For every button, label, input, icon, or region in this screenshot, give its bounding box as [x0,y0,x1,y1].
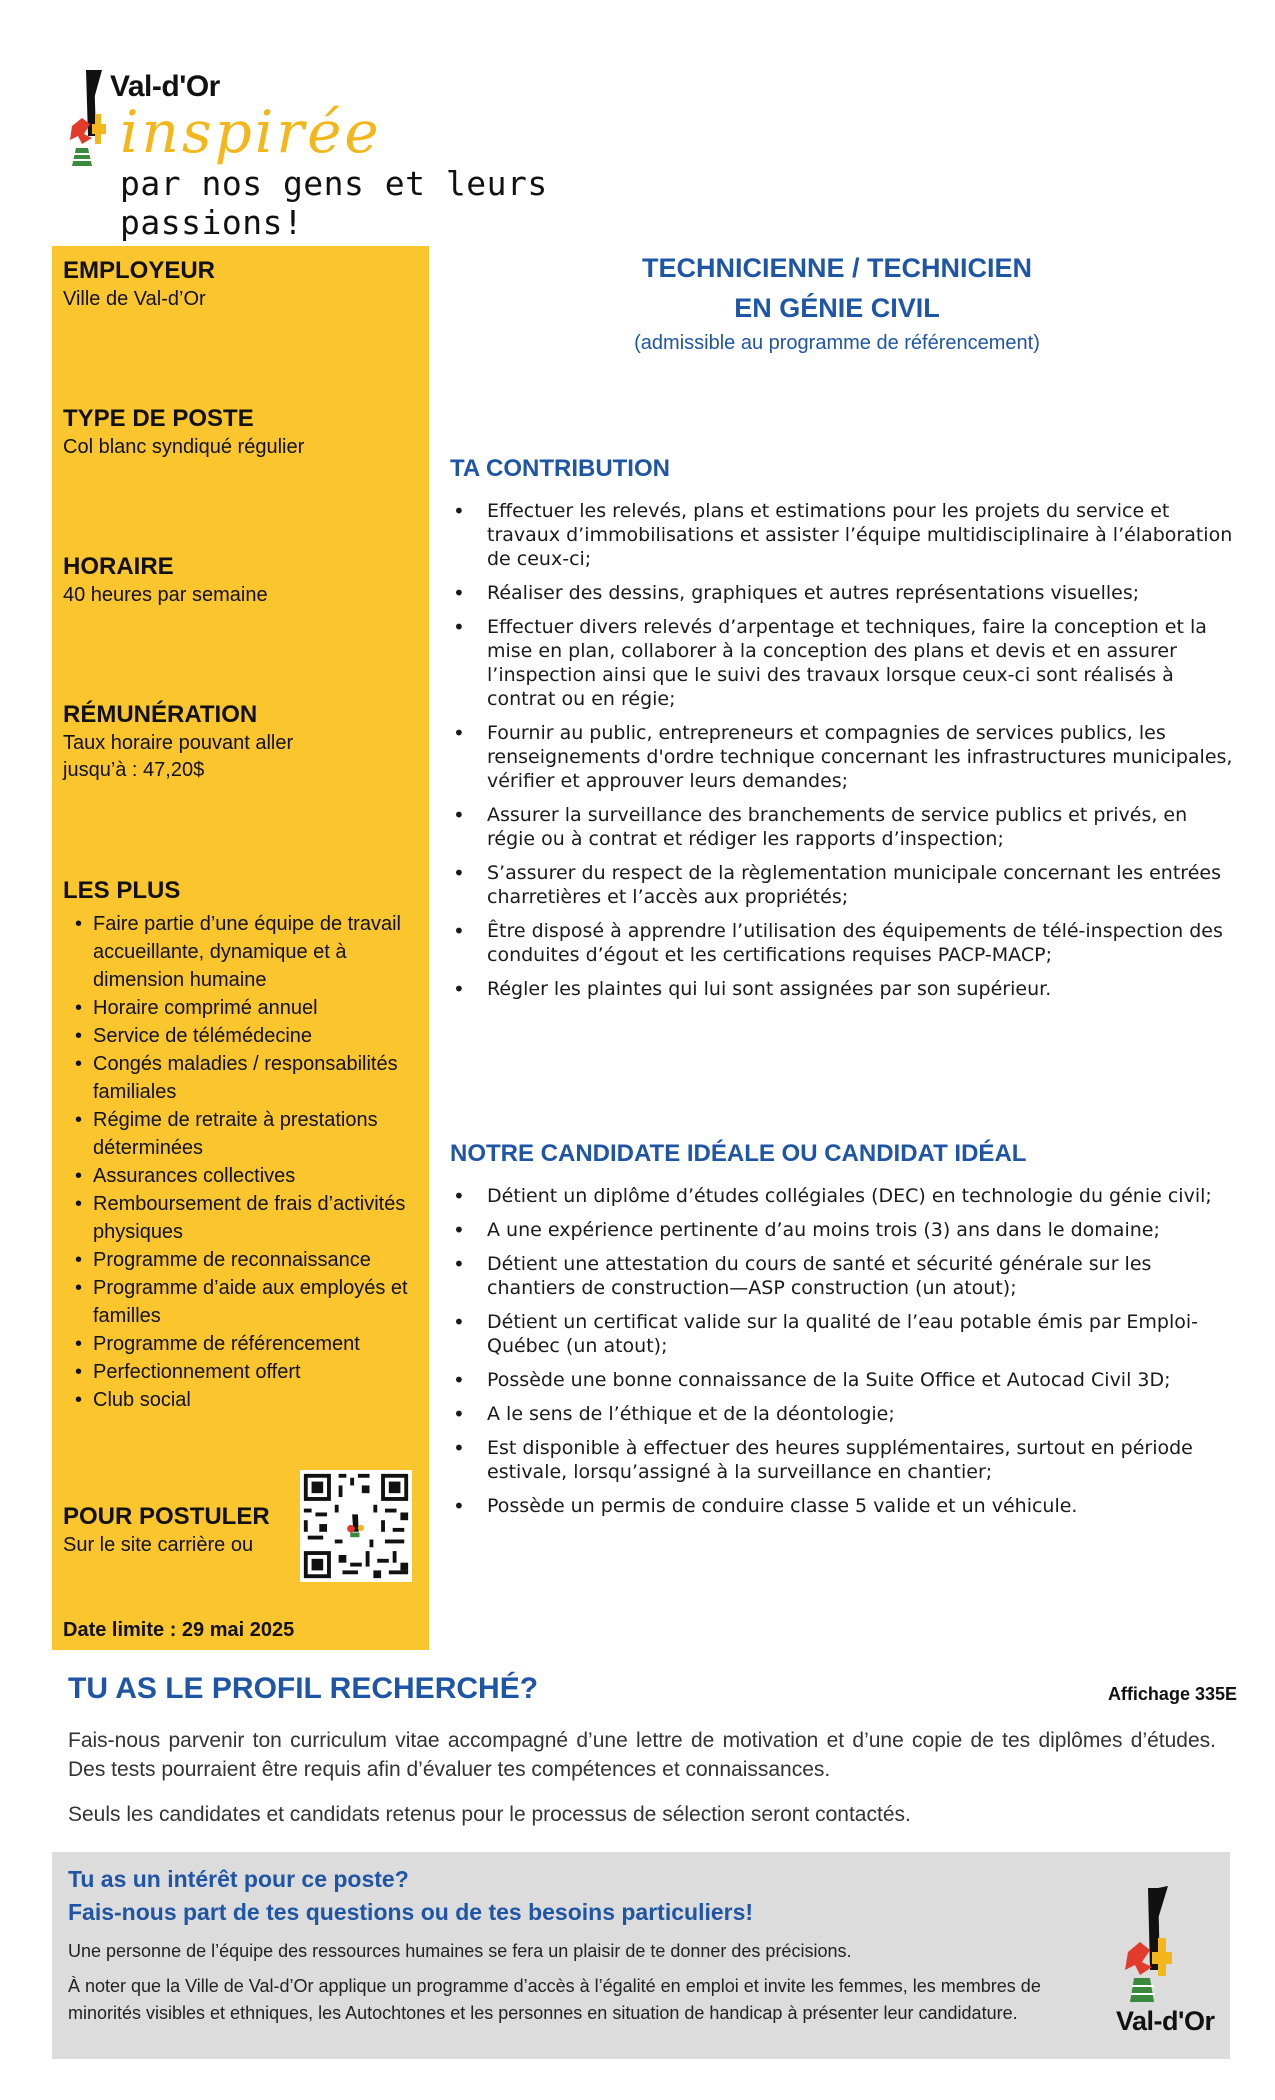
list-item: • Détient un diplôme d’études collégiales (DEC) en technologie du génie civil; [450,1184,1240,1208]
sidebar [52,246,429,1650]
candidate-heading: NOTRE CANDIDATE IDÉALE OU CANDIDAT IDÉAL [450,1140,1027,1167]
profile-paragraph-2: Seuls les candidates et candidats retenus pour le processus de sélection seront contactés. [68,1803,911,1826]
list-item: • Effectuer les relevés, plans et estimations pour les projets du service et travaux d’immobilisations et assister l’équipe multidisciplinaire à l’élaboration de ceux-ci; [450,499,1240,571]
deadline: Date limite : 29 mai 2025 [63,1619,295,1641]
contribution-heading: TA CONTRIBUTION [450,455,670,482]
list-item: • Assurer la surveillance des branchements de service publics et privés, en régie ou à contrat et rédiger les rapports d’inspection; [450,803,1240,851]
list-item: • Horaire comprimé annuel [63,994,423,1022]
job-type-heading: TYPE DE POSTE [63,405,254,432]
footer-brand-name: Val-d'Or [1116,2006,1215,2036]
employer-block [63,256,423,313]
job-title [452,248,1222,358]
schedule-block [63,552,423,609]
slogan-word: inspirée [120,98,382,166]
list-item: • Régime de retraite à prestations déterminées [63,1106,423,1162]
list-item: • Détient une attestation du cours de santé et sécurité générale sur les chantiers de construction—ASP construction (un atout); [450,1252,1240,1300]
list-item: • Est disponible à effectuer des heures supplémentaires, surtout en période estivale, lorsqu’assigné à la surveillance en chantier; [450,1436,1240,1484]
list-item: • Programme de reconnaissance [63,1246,423,1274]
list-item: • Service de télémédecine [63,1022,423,1050]
profile-heading: TU AS LE PROFIL RECHERCHÉ? [68,1672,539,1705]
list-item: • Remboursement de frais d’activités physiques [63,1190,423,1246]
brand-name: Val-d'Or [110,70,220,103]
pay-line-2: jusqu’à : 47,20$ [63,759,205,781]
pay-block [63,700,423,784]
list-item: • Club social [63,1386,423,1414]
contact-paragraph-2: À noter que la Ville de Val-d’Or applique un programme d’accès à l’égalité en emploi et invite les femmes, les membres de minorités visibles et ethniques, les Autochtones et les personnes en situation de handicap à présenter leur candidature. [68,1976,1041,2023]
schedule-heading: HORAIRE [63,553,174,580]
list-item: • Réaliser des dessins, graphiques et autres représentations visuelles; [450,581,1240,605]
list-item: • S’assurer du respect de la règlementation municipale concernant les entrées charretières et l’accès aux propriétés; [450,861,1240,909]
employer-value: Ville de Val-d’Or [63,288,206,310]
pay-heading: RÉMUNÉRATION [63,701,258,728]
list-item: • Détient un certificat valide sur la qualité de l’eau potable émis par Emploi-Québec (un atout); [450,1310,1240,1358]
list-item: • Régler les plaintes qui lui sont assignées par son supérieur. [450,977,1240,1001]
tagline: par nos gens et leurs passions! [120,164,548,242]
apply-block [63,1502,283,1559]
contact-paragraph-1: Une personne de l’équipe des ressources humaines se fera un plaisir de te donner des précisions. [68,1941,852,1961]
list-item: • Effectuer divers relevés d’arpentage et techniques, faire la conception et la mise en plan, collaborer à la conception des plans et devis et en assurer l’inspection ainsi que le suivi des travaux lorsque ceux-ci sont réalisés à contrat ou en régie; [450,615,1240,711]
list-item: • Possède une bonne connaissance de la Suite Office et Autocad Civil 3D; [450,1368,1240,1392]
list-item: • A une expérience pertinente d’au moins trois (3) ans dans le domaine; [450,1218,1240,1242]
job-type-value: Col blanc syndiqué régulier [63,436,305,458]
job-title-line-2: EN GÉNIE CIVIL [734,293,940,323]
posting-number: Affichage 335E [1107,1684,1237,1704]
val-dor-logo-icon [1096,1882,1216,2007]
perks-heading: LES PLUS [63,877,181,904]
qr-code-icon[interactable] [300,1470,412,1582]
list-item: • Être disposé à apprendre l’utilisation des équipements de télé-inspection des conduites d’égout et les certifications requises PACP-MACP; [450,919,1240,967]
list-item: • Perfectionnement offert [63,1358,423,1386]
footer-logo [1096,1882,1216,2052]
apply-heading: POUR POSTULER [63,1503,270,1530]
contact-box [52,1852,1230,2059]
list-item: • Faire partie d’une équipe de travail accueillante, dynamique et à dimension humaine [63,910,423,994]
job-subtitle: (admissible au programme de référencement) [634,332,1040,354]
header-logo [58,58,618,242]
job-type-block [63,404,423,461]
job-title-line-1: TECHNICIENNE / TECHNICIEN [641,253,1033,283]
profile-paragraph-1: Fais-nous parvenir ton curriculum vitae accompagné d’une lettre de motivation et d’une copie de tes diplômes d’études. Des tests pourraient être requis afin d’évaluer tes compétences et connaissances. [68,1729,1216,1781]
candidate-list [450,1184,1240,1528]
list-item: • Programme d’aide aux employés et familles [63,1274,423,1330]
contribution-list [450,499,1240,1011]
perks-list [63,910,423,1414]
perks-block [63,876,423,1414]
list-item: • Assurances collectives [63,1162,423,1190]
apply-value: Sur le site carrière ou [63,1534,254,1556]
pay-line-1: Taux horaire pouvant aller [63,732,294,754]
schedule-value: 40 heures par semaine [63,584,268,606]
list-item: • Fournir au public, entrepreneurs et compagnies de services publics, les renseignements d'ordre technique concernant les infrastructures municipales, vérifier et approuver leurs demandes; [450,721,1240,793]
contact-heading-1: Tu as un intérêt pour ce poste? [68,1866,409,1892]
contact-heading-2: Fais-nous part de tes questions ou de tes besoins particuliers! [68,1899,754,1925]
list-item: • Congés maladies / responsabilités familiales [63,1050,423,1106]
list-item: • A le sens de l’éthique et de la déontologie; [450,1402,1240,1426]
list-item: • Programme de référencement [63,1330,423,1358]
employer-heading: EMPLOYEUR [63,257,216,284]
list-item: • Possède un permis de conduire classe 5 valide et un véhicule. [450,1494,1240,1518]
